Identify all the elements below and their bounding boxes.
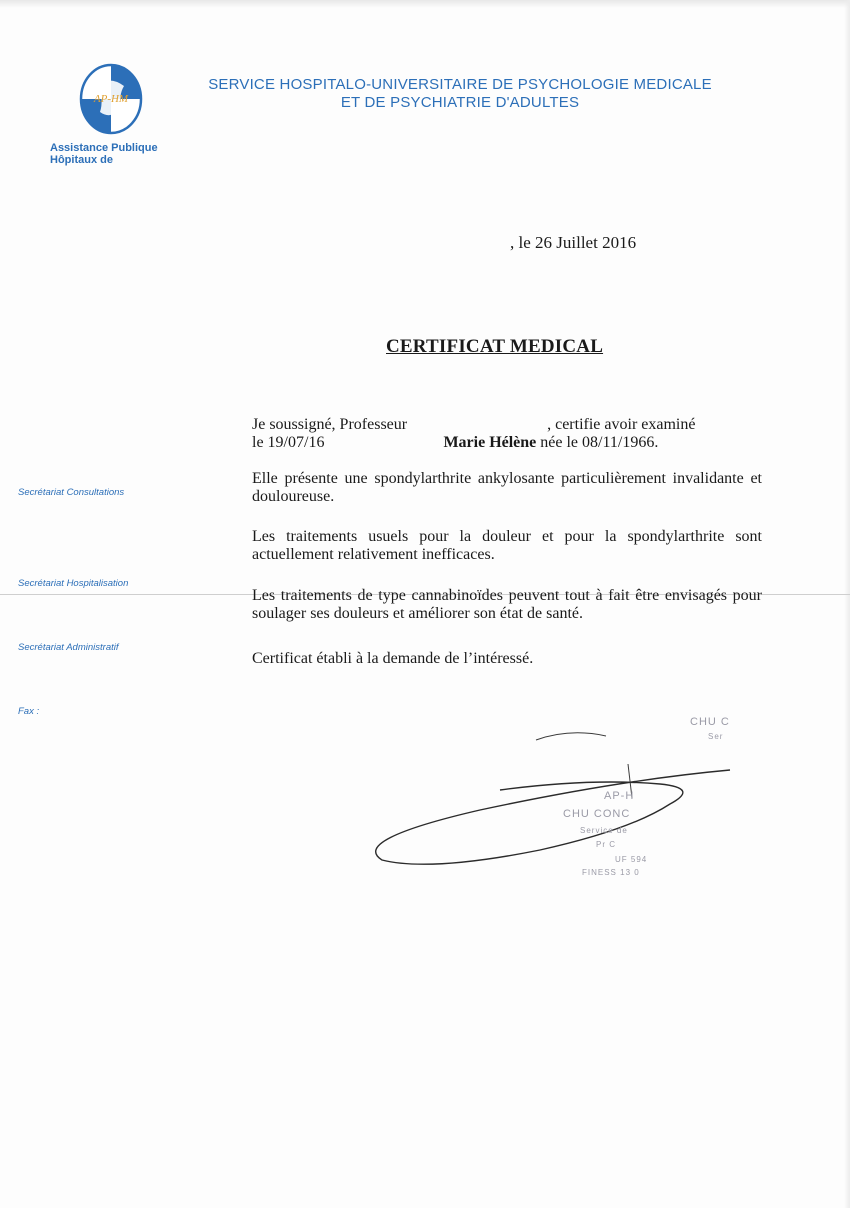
stamp-line-2: CHU CONC [563,808,631,820]
patient-name: Marie Hélène [443,434,537,451]
document-title: CERTIFICAT MEDICAL [386,336,604,357]
p1-part1: Je soussigné, Professeur [252,416,408,433]
p1-part4: née le 08/11/1966. [540,434,659,451]
sidebar-hospitalisation: Secrétariat Hospitalisation [18,578,129,589]
sidebar-fax: Fax : [18,706,40,717]
sidebar-consultations: Secrétariat Consultations [18,487,125,498]
paragraph-1-line-2 [252,434,762,452]
date-line: , le 26 Juillet 2016 [510,233,637,252]
sidebar-administratif: Secrétariat Administratif [18,642,119,653]
paragraph-1-line-1 [252,416,762,434]
stamp-line-4: Pr C [596,840,616,849]
logo-caption [50,142,158,166]
paragraph-2: Elle présente une spondylarthrite ankylosante particulièrement invalidante et douloureuse. [252,470,762,505]
stamp-line-5: UF 594 [615,855,648,864]
paragraph-3: Les traitements usuels pour la douleur et pour la spondylarthrite sont actuellement relativement inefficaces. [252,528,762,563]
scan-edge-right [844,0,850,1208]
stamp-line-3: Service de [580,826,628,835]
scan-edge-top [0,0,850,8]
stamp-line-6: FINESS 13 0 [582,868,640,877]
stamp-top-line: CHU C [690,716,730,728]
stamp-top-sub: Ser [708,732,724,741]
paragraph-5: Certificat établi à la demande de l’intéressé. [252,650,534,667]
logo-caption-line1: Assistance Publique [50,142,158,154]
service-header-line2: ET DE PSYCHIATRIE D'ADULTES [340,94,580,111]
logo-mark-text: AP-HM [93,93,129,105]
p1-part2: , certifie avoir examiné [547,416,696,433]
stamp-line-1: AP-H [604,790,635,802]
p1-part3: le 19/07/16 [252,434,325,451]
paragraph-4: Les traitements de type cannabinoïdes peuvent tout à fait être envisagés pour soulager ses douleurs et améliorer son état de santé. [252,587,762,622]
logo-caption-line2: Hôpitaux de [50,154,113,166]
service-header [195,76,725,112]
aphm-logo-icon [78,62,144,136]
service-header-line1: SERVICE HOSPITALO-UNIVERSITAIRE DE PSYCHOLOGIE MEDICALE [208,76,712,93]
signature-icon [370,700,770,900]
